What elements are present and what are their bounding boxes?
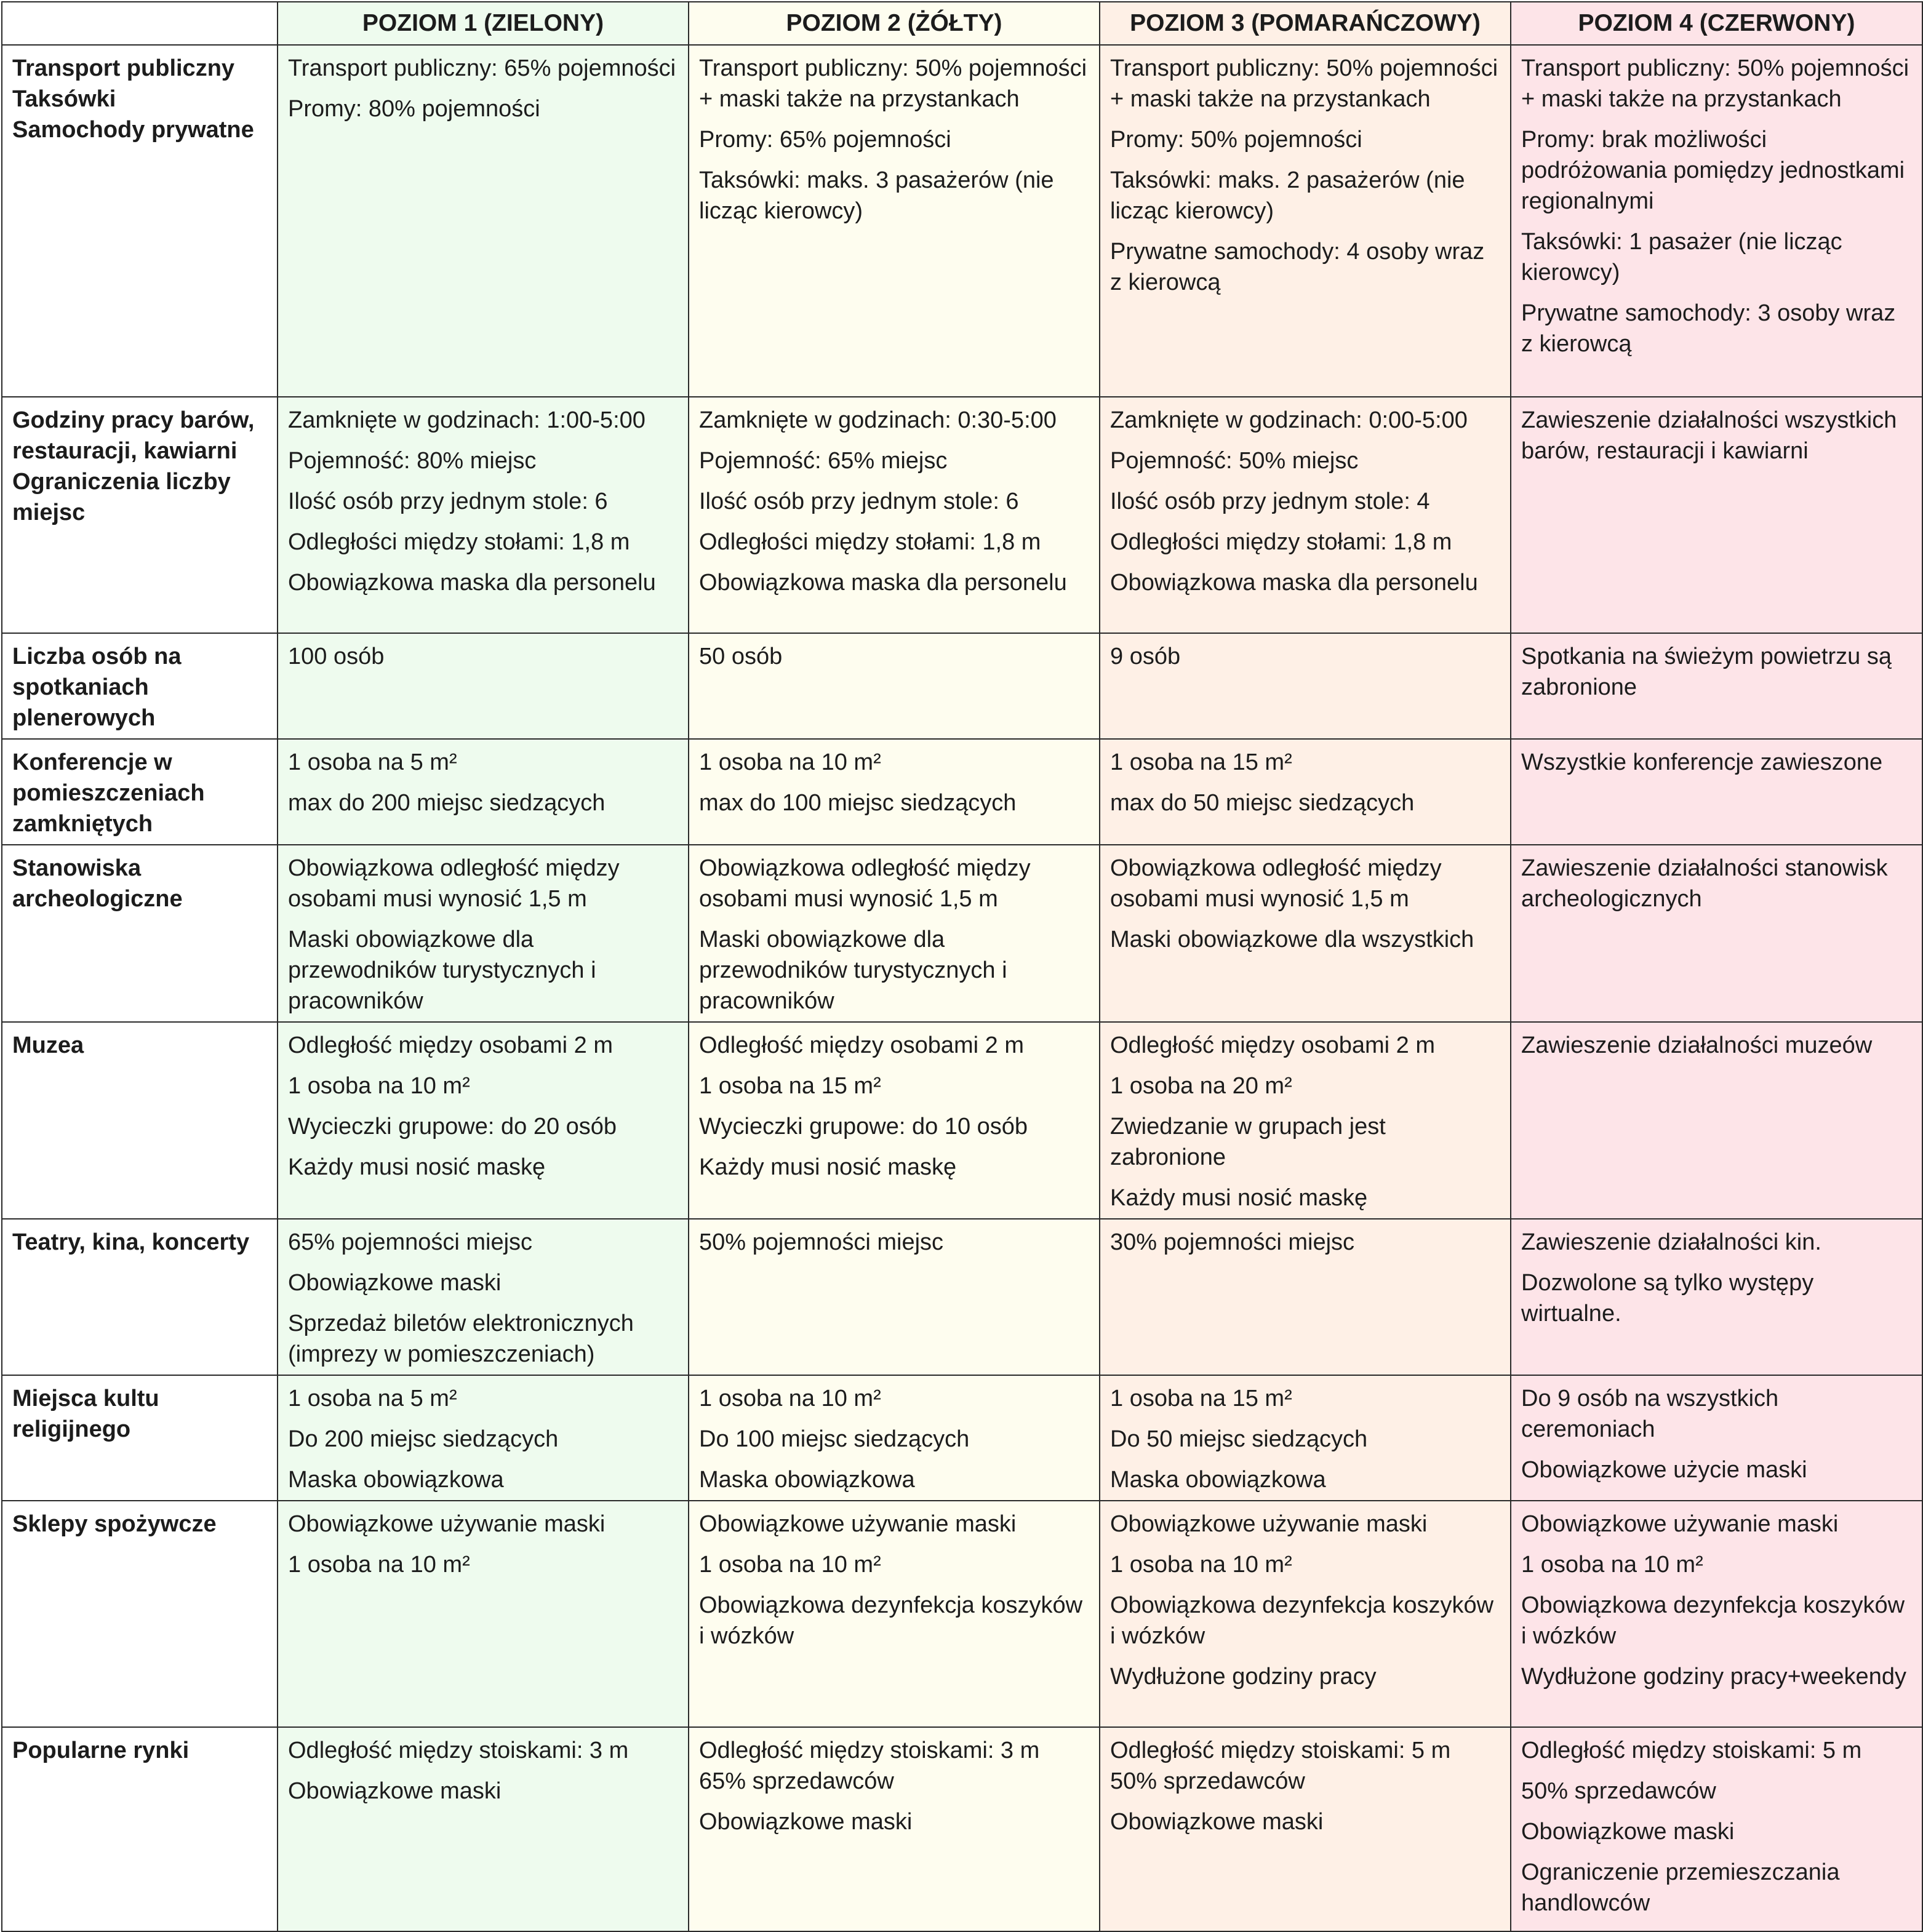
level-3-cell bbox=[1100, 397, 1511, 633]
cell-line: Wycieczki grupowe: do 20 osób bbox=[288, 1114, 617, 1140]
cell-line: 1 osoba na 5 m² bbox=[288, 749, 457, 775]
level-2-cell bbox=[689, 1375, 1100, 1501]
cell-line: Zawieszenie działalności wszystkich barów, restauracji i kawiarni bbox=[1521, 407, 1897, 464]
level-1-cell bbox=[278, 1375, 689, 1501]
corner-cell bbox=[2, 2, 278, 45]
cell-line: Odległość między stoiskami: 3 m bbox=[288, 1738, 629, 1763]
cell-line: Odległości między stołami: 1,8 m bbox=[288, 529, 630, 555]
level-3-cell bbox=[1100, 1022, 1511, 1219]
cell-line: 1 osoba na 15 m² bbox=[1110, 1386, 1292, 1411]
cell-line: 1 osoba na 10 m² bbox=[699, 749, 881, 775]
cell-line: 30% pojemności miejsc bbox=[1110, 1229, 1355, 1255]
level-1-cell bbox=[278, 633, 689, 739]
row-label-cell bbox=[2, 1375, 278, 1501]
cell-line: Obowiązkowa odległość między osobami musi wynosić 1,5 m bbox=[699, 855, 1031, 912]
level-4-cell bbox=[1511, 1022, 1922, 1219]
cell-line: Ograniczenie przemieszczania handlowców bbox=[1521, 1859, 1840, 1916]
table-body bbox=[2, 45, 1922, 1931]
cell-line: Wszystkie konferencje zawieszone bbox=[1521, 749, 1883, 775]
cell-line: 1 osoba na 10 m² bbox=[288, 1552, 470, 1578]
level-3-cell bbox=[1100, 1219, 1511, 1375]
cell-line: 1 osoba na 10 m² bbox=[699, 1386, 881, 1411]
level-4-cell bbox=[1511, 397, 1922, 633]
row-label-cell bbox=[2, 633, 278, 739]
table-row-museums bbox=[2, 1022, 1922, 1219]
cell-line: Wydłużone godziny pracy bbox=[1110, 1664, 1377, 1690]
cell-line: 50% sprzedawców bbox=[1521, 1778, 1716, 1804]
row-label-line: Stanowiska archeologiczne bbox=[12, 855, 183, 912]
cell-line: Do 9 osób na wszystkich ceremoniach bbox=[1521, 1386, 1779, 1442]
cell-line: Maski obowiązkowe dla przewodników turystycznych i pracowników bbox=[288, 927, 596, 1014]
cell-line: Promy: 80% pojemności bbox=[288, 96, 540, 122]
cell-line: Dozwolone są tylko występy wirtualne. bbox=[1521, 1270, 1814, 1327]
level-3-cell bbox=[1100, 45, 1511, 397]
header-level-4: POZIOM 4 (CZERWONY) bbox=[1511, 2, 1922, 45]
cell-line: Odległość między osobami 2 m bbox=[699, 1032, 1024, 1058]
cell-line: Obowiązkowa maska dla personelu bbox=[1110, 570, 1478, 596]
level-4-cell bbox=[1511, 633, 1922, 739]
cell-line: Obowiązkowe używanie maski bbox=[699, 1511, 1017, 1537]
cell-line: Transport publiczny: 50% pojemności + maski także na przystankach bbox=[699, 55, 1087, 112]
cell-line: Odległość między osobami 2 m bbox=[288, 1032, 613, 1058]
level-1-cell bbox=[278, 397, 689, 633]
cell-line: max do 50 miejsc siedzących bbox=[1110, 790, 1415, 816]
level-2-cell bbox=[689, 633, 1100, 739]
cell-line: Do 200 miejsc siedzących bbox=[288, 1426, 559, 1452]
cell-line: Zawieszenie działalności kin. bbox=[1521, 1229, 1821, 1255]
level-3-cell bbox=[1100, 1375, 1511, 1501]
cell-line: Obowiązkowe maski bbox=[288, 1778, 502, 1804]
cell-line: 9 osób bbox=[1110, 644, 1181, 669]
cell-line: Obowiązkowe maski bbox=[699, 1809, 913, 1835]
row-label-cell bbox=[2, 1219, 278, 1375]
cell-line: max do 200 miejsc siedzących bbox=[288, 790, 606, 816]
cell-line: Ilość osób przy jednym stole: 6 bbox=[699, 489, 1019, 514]
level-4-cell bbox=[1511, 739, 1922, 845]
cell-line: Wydłużone godziny pracy+weekendy bbox=[1521, 1664, 1906, 1690]
level-4-cell bbox=[1511, 845, 1922, 1022]
level-1-cell bbox=[278, 1727, 689, 1931]
level-3-cell bbox=[1100, 739, 1511, 845]
table-row-outdoor bbox=[2, 633, 1922, 739]
cell-line: Zawieszenie działalności muzeów bbox=[1521, 1032, 1873, 1058]
cell-line: Obowiązkowe użycie maski bbox=[1521, 1457, 1807, 1483]
row-label-cell bbox=[2, 1727, 278, 1931]
cell-line: 1 osoba na 15 m² bbox=[699, 1073, 881, 1099]
cell-line: 50 osób bbox=[699, 644, 783, 669]
cell-line: Każdy musi nosić maskę bbox=[1110, 1185, 1368, 1211]
level-1-cell bbox=[278, 845, 689, 1022]
cell-line: Taksówki: 1 pasażer (nie licząc kierowcy) bbox=[1521, 229, 1842, 285]
level-4-cell bbox=[1511, 1375, 1922, 1501]
cell-line: Taksówki: maks. 3 pasażerów (nie licząc kierowcy) bbox=[699, 167, 1054, 224]
cell-line: Maska obowiązkowa bbox=[699, 1467, 915, 1493]
row-label-cell bbox=[2, 45, 278, 397]
restrictions-table bbox=[1, 1, 1923, 1932]
cell-line: Obowiązkowa odległość między osobami musi wynosić 1,5 m bbox=[1110, 855, 1442, 912]
cell-line: Maska obowiązkowa bbox=[288, 1467, 504, 1493]
cell-line: Zamknięte w godzinach: 0:30-5:00 bbox=[699, 407, 1057, 433]
level-2-cell bbox=[689, 397, 1100, 633]
cell-line: Prywatne samochody: 4 osoby wraz z kierowcą bbox=[1110, 239, 1485, 295]
level-1-cell bbox=[278, 1501, 689, 1727]
level-4-cell bbox=[1511, 1727, 1922, 1931]
cell-line: 1 osoba na 20 m² bbox=[1110, 1073, 1292, 1099]
cell-line: Odległość między stoiskami: 3 m 65% sprzedawców bbox=[699, 1738, 1040, 1794]
cell-line: Obowiązkowa dezynfekcja koszyków i wózków bbox=[1110, 1592, 1494, 1649]
row-label-line: Taksówki bbox=[12, 86, 116, 112]
cell-line: Każdy musi nosić maskę bbox=[288, 1154, 546, 1180]
table-row-archaeology bbox=[2, 845, 1922, 1022]
row-label-line: Miejsca kultu religijnego bbox=[12, 1386, 159, 1442]
cell-line: Obowiązkowe używanie maski bbox=[288, 1511, 606, 1537]
cell-line: Taksówki: maks. 2 pasażerów (nie licząc kierowcy) bbox=[1110, 167, 1465, 224]
cell-line: Maski obowiązkowe dla wszystkich bbox=[1110, 927, 1474, 952]
row-label-cell bbox=[2, 739, 278, 845]
cell-line: Obowiązkowa dezynfekcja koszyków i wózków bbox=[1521, 1592, 1905, 1649]
cell-line: Obowiązkowe używanie maski bbox=[1110, 1511, 1428, 1537]
cell-line: Obowiązkowa maska dla personelu bbox=[288, 570, 656, 596]
table-row-religion bbox=[2, 1375, 1922, 1501]
row-label-line: Muzea bbox=[12, 1032, 84, 1058]
level-2-cell bbox=[689, 1022, 1100, 1219]
cell-line: Maski obowiązkowe dla przewodników turystycznych i pracowników bbox=[699, 927, 1007, 1014]
level-3-cell bbox=[1100, 1727, 1511, 1931]
header-level-2: POZIOM 2 (ŻÓŁTY) bbox=[689, 2, 1100, 45]
cell-line: Maska obowiązkowa bbox=[1110, 1467, 1326, 1493]
row-label-line: Ograniczenia liczby miejsc bbox=[12, 469, 231, 525]
table-row-transport bbox=[2, 45, 1922, 397]
cell-line: Zamknięte w godzinach: 1:00-5:00 bbox=[288, 407, 646, 433]
cell-line: Zawieszenie działalności stanowisk archeologicznych bbox=[1521, 855, 1888, 912]
level-3-cell bbox=[1100, 1501, 1511, 1727]
cell-line: 1 osoba na 5 m² bbox=[288, 1386, 457, 1411]
cell-line: Obowiązkowe używanie maski bbox=[1521, 1511, 1839, 1537]
cell-line: Ilość osób przy jednym stole: 6 bbox=[288, 489, 608, 514]
header-row bbox=[2, 2, 1922, 45]
cell-line: Pojemność: 50% miejsc bbox=[1110, 448, 1359, 474]
row-label-line: Godziny pracy barów, restauracji, kawiarni bbox=[12, 407, 255, 464]
table-row-conferences bbox=[2, 739, 1922, 845]
level-2-cell bbox=[689, 1219, 1100, 1375]
cell-line: 1 osoba na 10 m² bbox=[288, 1073, 470, 1099]
cell-line: Obowiązkowe maski bbox=[1110, 1809, 1324, 1835]
level-4-cell bbox=[1511, 1501, 1922, 1727]
cell-line: Odległości między stołami: 1,8 m bbox=[1110, 529, 1452, 555]
row-label-cell bbox=[2, 1022, 278, 1219]
cell-line: Spotkania na świeżym powietrzu są zabronione bbox=[1521, 644, 1892, 700]
cell-line: 1 osoba na 15 m² bbox=[1110, 749, 1292, 775]
cell-line: 65% pojemności miejsc bbox=[288, 1229, 533, 1255]
cell-line: Odległość między osobami 2 m bbox=[1110, 1032, 1435, 1058]
cell-line: Obowiązkowa maska dla personelu bbox=[699, 570, 1067, 596]
table-row-theatres bbox=[2, 1219, 1922, 1375]
level-1-cell bbox=[278, 1022, 689, 1219]
row-label-line: Teatry, kina, koncerty bbox=[12, 1229, 250, 1255]
cell-line: Każdy musi nosić maskę bbox=[699, 1154, 957, 1180]
cell-line: Zwiedzanie w grupach jest zabronione bbox=[1110, 1114, 1386, 1170]
cell-line: Do 100 miejsc siedzących bbox=[699, 1426, 970, 1452]
level-4-cell bbox=[1511, 1219, 1922, 1375]
level-1-cell bbox=[278, 1219, 689, 1375]
row-label-line: Samochody prywatne bbox=[12, 117, 254, 143]
cell-line: Obowiązkowe maski bbox=[288, 1270, 502, 1296]
level-3-cell bbox=[1100, 633, 1511, 739]
cell-line: Ilość osób przy jednym stole: 4 bbox=[1110, 489, 1430, 514]
table-row-markets bbox=[2, 1727, 1922, 1931]
cell-line: 1 osoba na 10 m² bbox=[699, 1552, 881, 1578]
row-label-cell bbox=[2, 1501, 278, 1727]
level-2-cell bbox=[689, 45, 1100, 397]
cell-line: Odległość między stoiskami: 5 m 50% sprzedawców bbox=[1110, 1738, 1451, 1794]
level-1-cell bbox=[278, 45, 689, 397]
row-label-line: Popularne rynki bbox=[12, 1738, 190, 1763]
cell-line: Do 50 miejsc siedzących bbox=[1110, 1426, 1368, 1452]
cell-line: Obowiązkowe maski bbox=[1521, 1819, 1735, 1845]
cell-line: Obowiązkowa dezynfekcja koszyków i wózków bbox=[699, 1592, 1083, 1649]
row-label-cell bbox=[2, 397, 278, 633]
cell-line: Transport publiczny: 65% pojemności bbox=[288, 55, 676, 81]
cell-line: Promy: 50% pojemności bbox=[1110, 127, 1362, 153]
level-4-cell bbox=[1511, 45, 1922, 397]
level-2-cell bbox=[689, 739, 1100, 845]
row-label-cell bbox=[2, 845, 278, 1022]
header-level-3: POZIOM 3 (POMARAŃCZOWY) bbox=[1100, 2, 1511, 45]
cell-line: Odległości między stołami: 1,8 m bbox=[699, 529, 1041, 555]
header-level-1: POZIOM 1 (ZIELONY) bbox=[278, 2, 689, 45]
cell-line: Obowiązkowa odległość między osobami musi wynosić 1,5 m bbox=[288, 855, 620, 912]
cell-line: Promy: brak możliwości podróżowania pomiędzy jednostkami regionalnymi bbox=[1521, 127, 1905, 214]
cell-line: Prywatne samochody: 3 osoby wraz z kierowcą bbox=[1521, 300, 1896, 357]
level-3-cell bbox=[1100, 845, 1511, 1022]
cell-line: Pojemność: 65% miejsc bbox=[699, 448, 948, 474]
row-label-line: Liczba osób na spotkaniach plenerowych bbox=[12, 644, 182, 731]
cell-line: Transport publiczny: 50% pojemności + maski także na przystankach bbox=[1110, 55, 1498, 112]
level-2-cell bbox=[689, 845, 1100, 1022]
cell-line: max do 100 miejsc siedzących bbox=[699, 790, 1017, 816]
cell-line: 100 osób bbox=[288, 644, 385, 669]
level-1-cell bbox=[278, 739, 689, 845]
cell-line: Wycieczki grupowe: do 10 osób bbox=[699, 1114, 1028, 1140]
cell-line: 50% pojemności miejsc bbox=[699, 1229, 944, 1255]
cell-line: Sprzedaż biletów elektronicznych (imprezy w pomieszczeniach) bbox=[288, 1311, 634, 1367]
row-label-line: Sklepy spożywcze bbox=[12, 1511, 217, 1537]
cell-line: Transport publiczny: 50% pojemności + maski także na przystankach bbox=[1521, 55, 1909, 112]
cell-line: 1 osoba na 10 m² bbox=[1110, 1552, 1292, 1578]
cell-line: Pojemność: 80% miejsc bbox=[288, 448, 537, 474]
cell-line: Promy: 65% pojemności bbox=[699, 127, 951, 153]
table-row-groceries bbox=[2, 1501, 1922, 1727]
level-2-cell bbox=[689, 1727, 1100, 1931]
level-2-cell bbox=[689, 1501, 1100, 1727]
row-label-line: Transport publiczny bbox=[12, 55, 235, 81]
table-row-bars bbox=[2, 397, 1922, 633]
cell-line: Odległość między stoiskami: 5 m bbox=[1521, 1738, 1862, 1763]
cell-line: Zamknięte w godzinach: 0:00-5:00 bbox=[1110, 407, 1468, 433]
row-label-line: Konferencje w pomieszczeniach zamkniętych bbox=[12, 749, 205, 837]
cell-line: 1 osoba na 10 m² bbox=[1521, 1552, 1703, 1578]
